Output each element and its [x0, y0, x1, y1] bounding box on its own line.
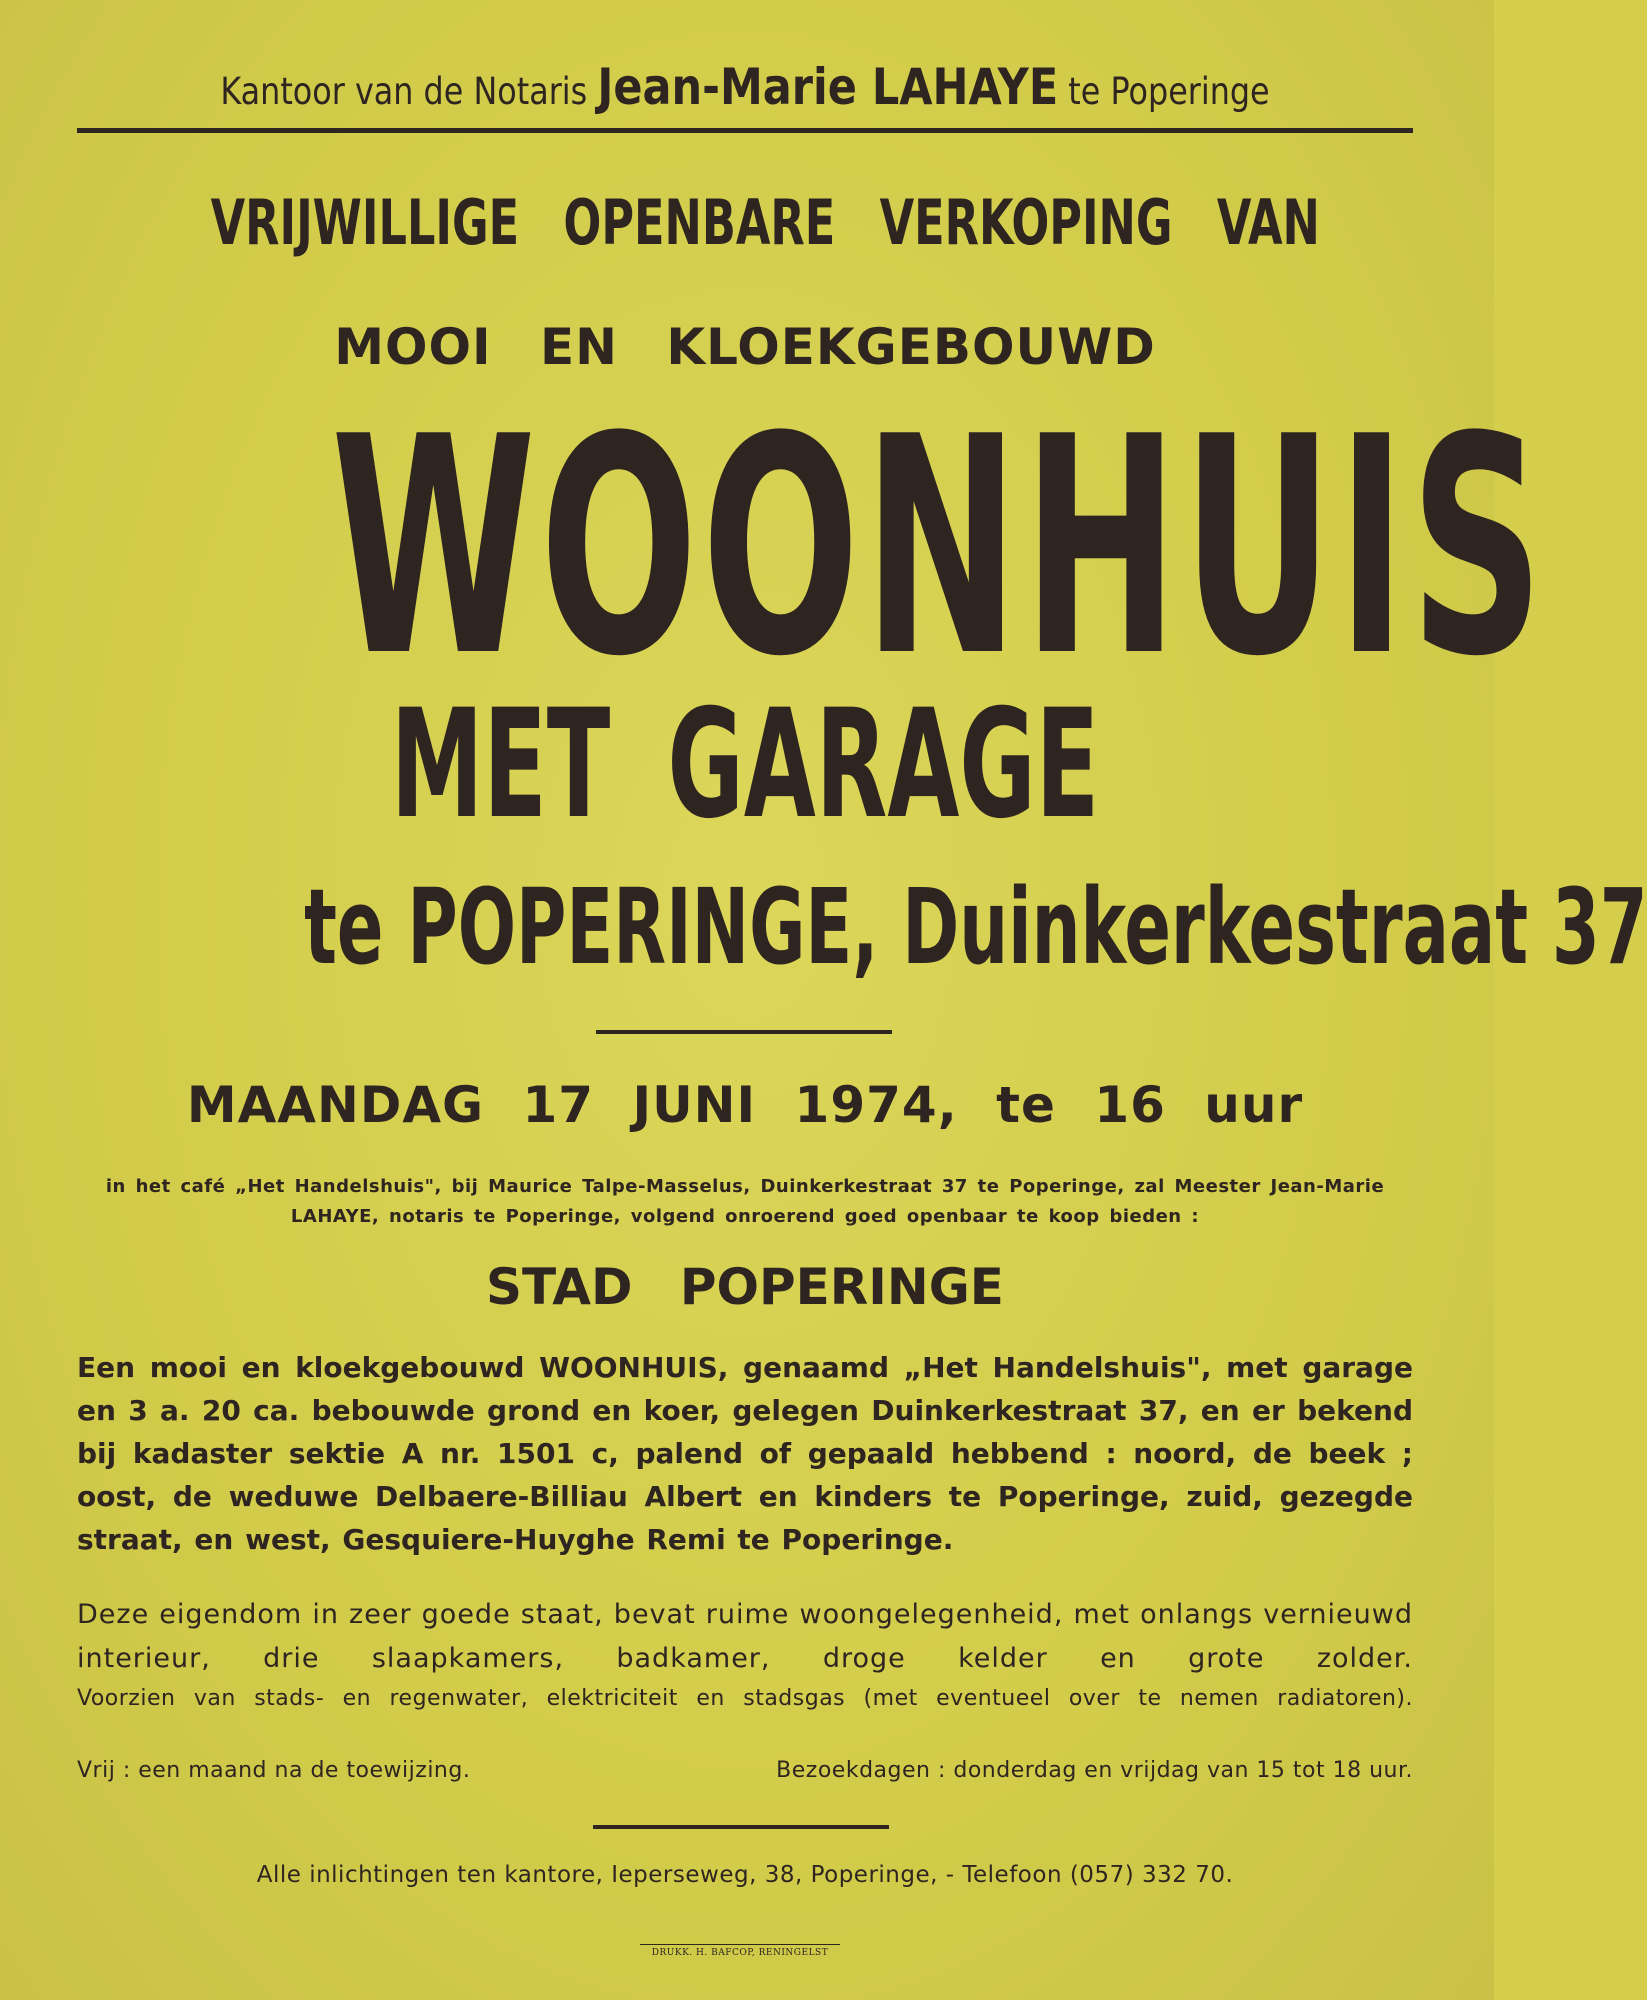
- divider-bottom: [593, 1825, 889, 1829]
- address-heading: te POPERINGE, Duinkerkestraat 37: [304, 866, 1647, 988]
- terms-row: [77, 1756, 1413, 1786]
- free-text: Vrij : een maand na de toewijzing.: [77, 1758, 471, 1783]
- section-title: STAD POPERINGE: [486, 1258, 1004, 1316]
- intro-text: in het café „Het Handelshuis", bij Maurice Talpe-Masselus, Duinkerkestraat 37 te Poperinge, zal Meester Jean-Marie LAHAYE, notaris te Poperinge, volgend onroerend goed openbaar te koop bieden :: [105, 1176, 1385, 1227]
- printer-credit: DRUKK. H. BAFCOP, RENINGELST: [640, 1944, 840, 1958]
- visits-text: Bezoekdagen : donderdag en vrijdag van 15 tot 18 uur.: [776, 1758, 1413, 1783]
- header-suffix: te Poperinge: [1068, 70, 1270, 113]
- sale-date: MAANDAG 17 JUNI 1974, te 16 uur: [186, 1076, 1304, 1134]
- divider-top: [596, 1030, 892, 1034]
- utilities-text: Voorzien van stads- en regenwater, elektriciteit en stadsgas (met eventueel over te nemen radiatoren).: [77, 1686, 1413, 1711]
- main-heading: WOONHUIS: [330, 373, 1548, 722]
- header-rule: [77, 128, 1413, 133]
- sub-heading: MET GARAGE: [390, 678, 1100, 852]
- condition-text: Deze eigendom in zeer goede staat, bevat ruime woongelegenheid, met onlangs vernieuwd interieur, drie slaapkamers, badkamer, droge kelder en grote zolder.: [77, 1599, 1413, 1674]
- sale-subtitle: MOOI EN KLOEKGEBOUWD: [334, 318, 1156, 376]
- contact-line: Alle inlichtingen ten kantore, Ieperseweg, 38, Poperinge, - Telefoon (057) 332 70.: [256, 1862, 1234, 1888]
- notary-name: Jean-Marie LAHAYE: [597, 58, 1059, 116]
- header-prefix: Kantoor van de Notaris: [220, 70, 588, 113]
- notary-header: [171, 58, 1320, 116]
- sale-title: VRIJWILLIGE OPENBARE VERKOPING VAN: [210, 186, 1320, 259]
- property-description: Een mooi en kloekgebouwd WOONHUIS, genaamd „Het Handelshuis", met garage en 3 a. 20 ca. bebouwde grond en koer, gelegen Duinkerkestraat 37, en er bekend bij kadaster sektie A nr. 1501 c, palend of gepaald hebbend : noord, de beek ; oost, de weduwe Delbaere-Billiau Albert en kinders te Poperinge, zuid, gezegde straat, en west, Gesquiere-Huyghe Remi te Poperinge.: [77, 1351, 1413, 1556]
